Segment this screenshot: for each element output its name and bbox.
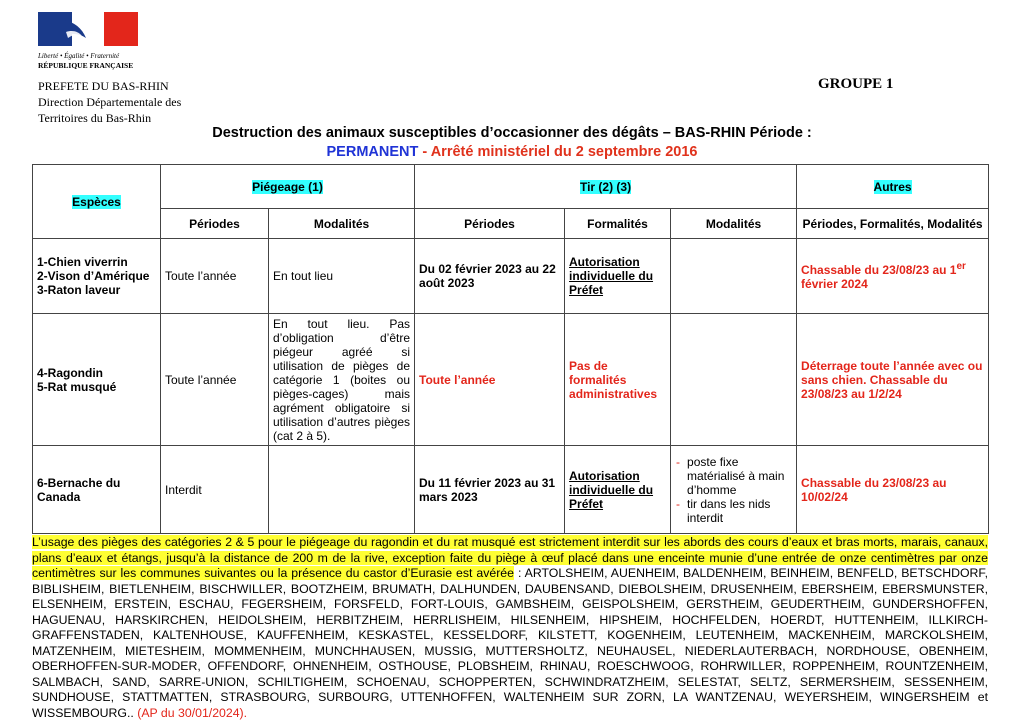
republic-label: RÉPUBLIQUE FRANÇAISE	[38, 61, 134, 70]
tir-modalite	[671, 239, 797, 314]
republique-logo	[38, 12, 138, 70]
piegeage-modalite: En tout lieu	[269, 239, 415, 314]
header-row-1	[33, 165, 989, 209]
autres-cell: Chassable du 23/08/23 au 10/02/24	[797, 446, 989, 534]
footnote-communes: : ARTOLSHEIM, AUENHEIM, BALDENHEIM, BEINHEIM, BENFELD, BETSCHDORF, BIBLISHEIM, BIETLENHEIM, BISCHWILLER, BOOTZHEIM, BRUMATH, DALHUNDEN, DAUBENSAND, DIEBOLSHEIM, DRUSENHEIM, EBERSHEIM, EBERSMUNSTER, ELSENHEIM, ERSTEIN, ESCHAU, FEGERSHEIM, FORSFELD, FORT-LOUIS, GAMBSHEIM, GEISPOLSHEIM, GERSTHEIM, GEUDERTHEIM, GUNDERSHOFFEN, HAGUENAU, HARSKIRCHEN, HEIDOLSHEIM, HERBITZHEIM, HERRLISHEIM, HILSENHEIM, HIPSHEIM, HOCHFELDEN, HOERDT, HUTTENHEIM, ILLKIRCH-GRAFFENSTADEN, KALTENHOUSE, KAUFFENHEIM, KESKASTEL, KESSELDORF, KILSTETT, KOGENHEIM, LEUTENHEIM, MACKENHEIM, MARCKOLSHEIM, MATZENHEIM, MIETESHEIM, MOMMENHEIM, MUNCHHAUSEN, MUSSIG, MUTTERSHOLTZ, NEUHAUSEL, NIEDERLAUTERBACH, NORDHOUSE, OBENHEIM, OBERHOFFEN-SUR-MODER, OFFENDORF, OHNENHEIM, OSTHOUSE, PLOBSHEIM, RHINAU, ROESCHWOOG, ROHRWILLER, ROPPENHEIM, ROUNTZENHEIM, SALMBACH, SAND, SARRE-UNION, SCHILTIGHEIM, SCHOENAU, SCHOPPERTEN, SCHWINDRATZHEIM, SELESTAT, SELTZ, SERMERSHEIM, SESSENHEIM, SUNDHOUSE, STATTMATTEN, STRASBOURG, SURBOURG, UTTENHOFFEN, WALTENHEIM SUR ZORN, LA WANTZENAU, WEYERSHEIM, WINGERSHEIM et WISSEMBOURG..	[32, 566, 988, 720]
tir-modalite-item: - tir dans les nids interdit	[687, 497, 792, 525]
document-title	[0, 124, 1024, 162]
tir-periode: Du 02 février 2023 au 22 août 2023	[415, 239, 565, 314]
group-label: GROUPE 1	[818, 76, 894, 92]
footnote-highlight: L’usage des pièges des catégories 2 & 5 pour le piégeage du ragondin et du rat musqué est strictement interdit sur les abords des cours d’eaux et bras morts, marais, canaux, plans d’eaux et étangs, jusqu’à la distance de 200 m de la rive, exception faite du piège à œuf placé dans une enceinte munie d’une entrée de onze centimètres par onze centimètres sur les communes suivantes ou la présence du castor d’Eurasie est avérée	[32, 535, 988, 580]
tir-periode: Toute l’année	[415, 314, 565, 446]
arrete-reference: - Arrêté ministériel du 2 septembre 2016	[418, 144, 698, 160]
header-tir: Tir (2) (3)	[415, 165, 797, 209]
header-tir-formalites: Formalités	[565, 209, 671, 239]
period-permanent: PERMANENT	[326, 144, 419, 160]
tir-modalite-item: - poste fixe matérialisé à main d’homme	[687, 455, 792, 497]
tir-formalite: Autorisation individuelle du Préfet	[565, 239, 671, 314]
header-autres-sub: Périodes, Formalités, Modalités	[797, 209, 989, 239]
piegeage-periode: Toute l’année	[161, 314, 269, 446]
piegeage-modalite	[269, 446, 415, 534]
title-line-2	[0, 143, 1024, 162]
tir-modalite	[671, 446, 797, 534]
piegeage-periode: Interdit	[161, 446, 269, 534]
header-piege-periodes: Périodes	[161, 209, 269, 239]
direction: Direction Départementale des Territoires du Bas-Rhin	[38, 95, 182, 125]
piegeage-periode: Toute l’année	[161, 239, 269, 314]
species-table	[32, 164, 989, 534]
header-especes: Espèces	[33, 165, 161, 239]
table-row	[33, 239, 989, 314]
autres-cell: Chassable du 23/08/23 au 1er février 2024	[797, 239, 989, 314]
motto: Liberté • Égalité • Fraternité	[38, 52, 120, 60]
species-cell: 6-Bernache du Canada	[33, 446, 161, 534]
header-tir-modalites: Modalités	[671, 209, 797, 239]
species-cell: 1-Chien viverrin 2-Vison d’Amérique 3-Raton laveur	[33, 239, 161, 314]
species-cell: 4-Ragondin 5-Rat musqué	[33, 314, 161, 446]
table-row	[33, 314, 989, 446]
footnote	[32, 535, 988, 721]
tir-modalite	[671, 314, 797, 446]
tir-periode: Du 11 février 2023 au 31 mars 2023	[415, 446, 565, 534]
header-piege-modalites: Modalités	[269, 209, 415, 239]
prefecture: PREFETE DU BAS-RHIN	[38, 79, 169, 93]
tir-formalite: Autorisation individuelle du Préfet	[565, 446, 671, 534]
header-autres: Autres	[797, 165, 989, 209]
header-tir-periodes: Périodes	[415, 209, 565, 239]
administration-block	[38, 78, 208, 126]
header-row-2	[33, 209, 989, 239]
marianne-flag-icon	[38, 12, 138, 46]
header-piegeage: Piégeage (1)	[161, 165, 415, 209]
title-line-1: Destruction des animaux susceptibles d’occasionner des dégâts – BAS-RHIN Période :	[212, 125, 812, 141]
table-row	[33, 446, 989, 534]
tir-formalite: Pas de formalités administratives	[565, 314, 671, 446]
footnote-ap-reference: (AP du 30/01/2024).	[133, 705, 248, 720]
piegeage-modalite: En tout lieu. Pas d’obligation d’être piégeur agréé si utilisation de pièges de catégorie 1 (boites ou pièges-cages) mais agrément obligatoire si utilisation d’autres pièges (cat 2 à 5).	[269, 314, 415, 446]
autres-cell: Déterrage toute l’année avec ou sans chien. Chassable du 23/08/23 au 1/2/24	[797, 314, 989, 446]
